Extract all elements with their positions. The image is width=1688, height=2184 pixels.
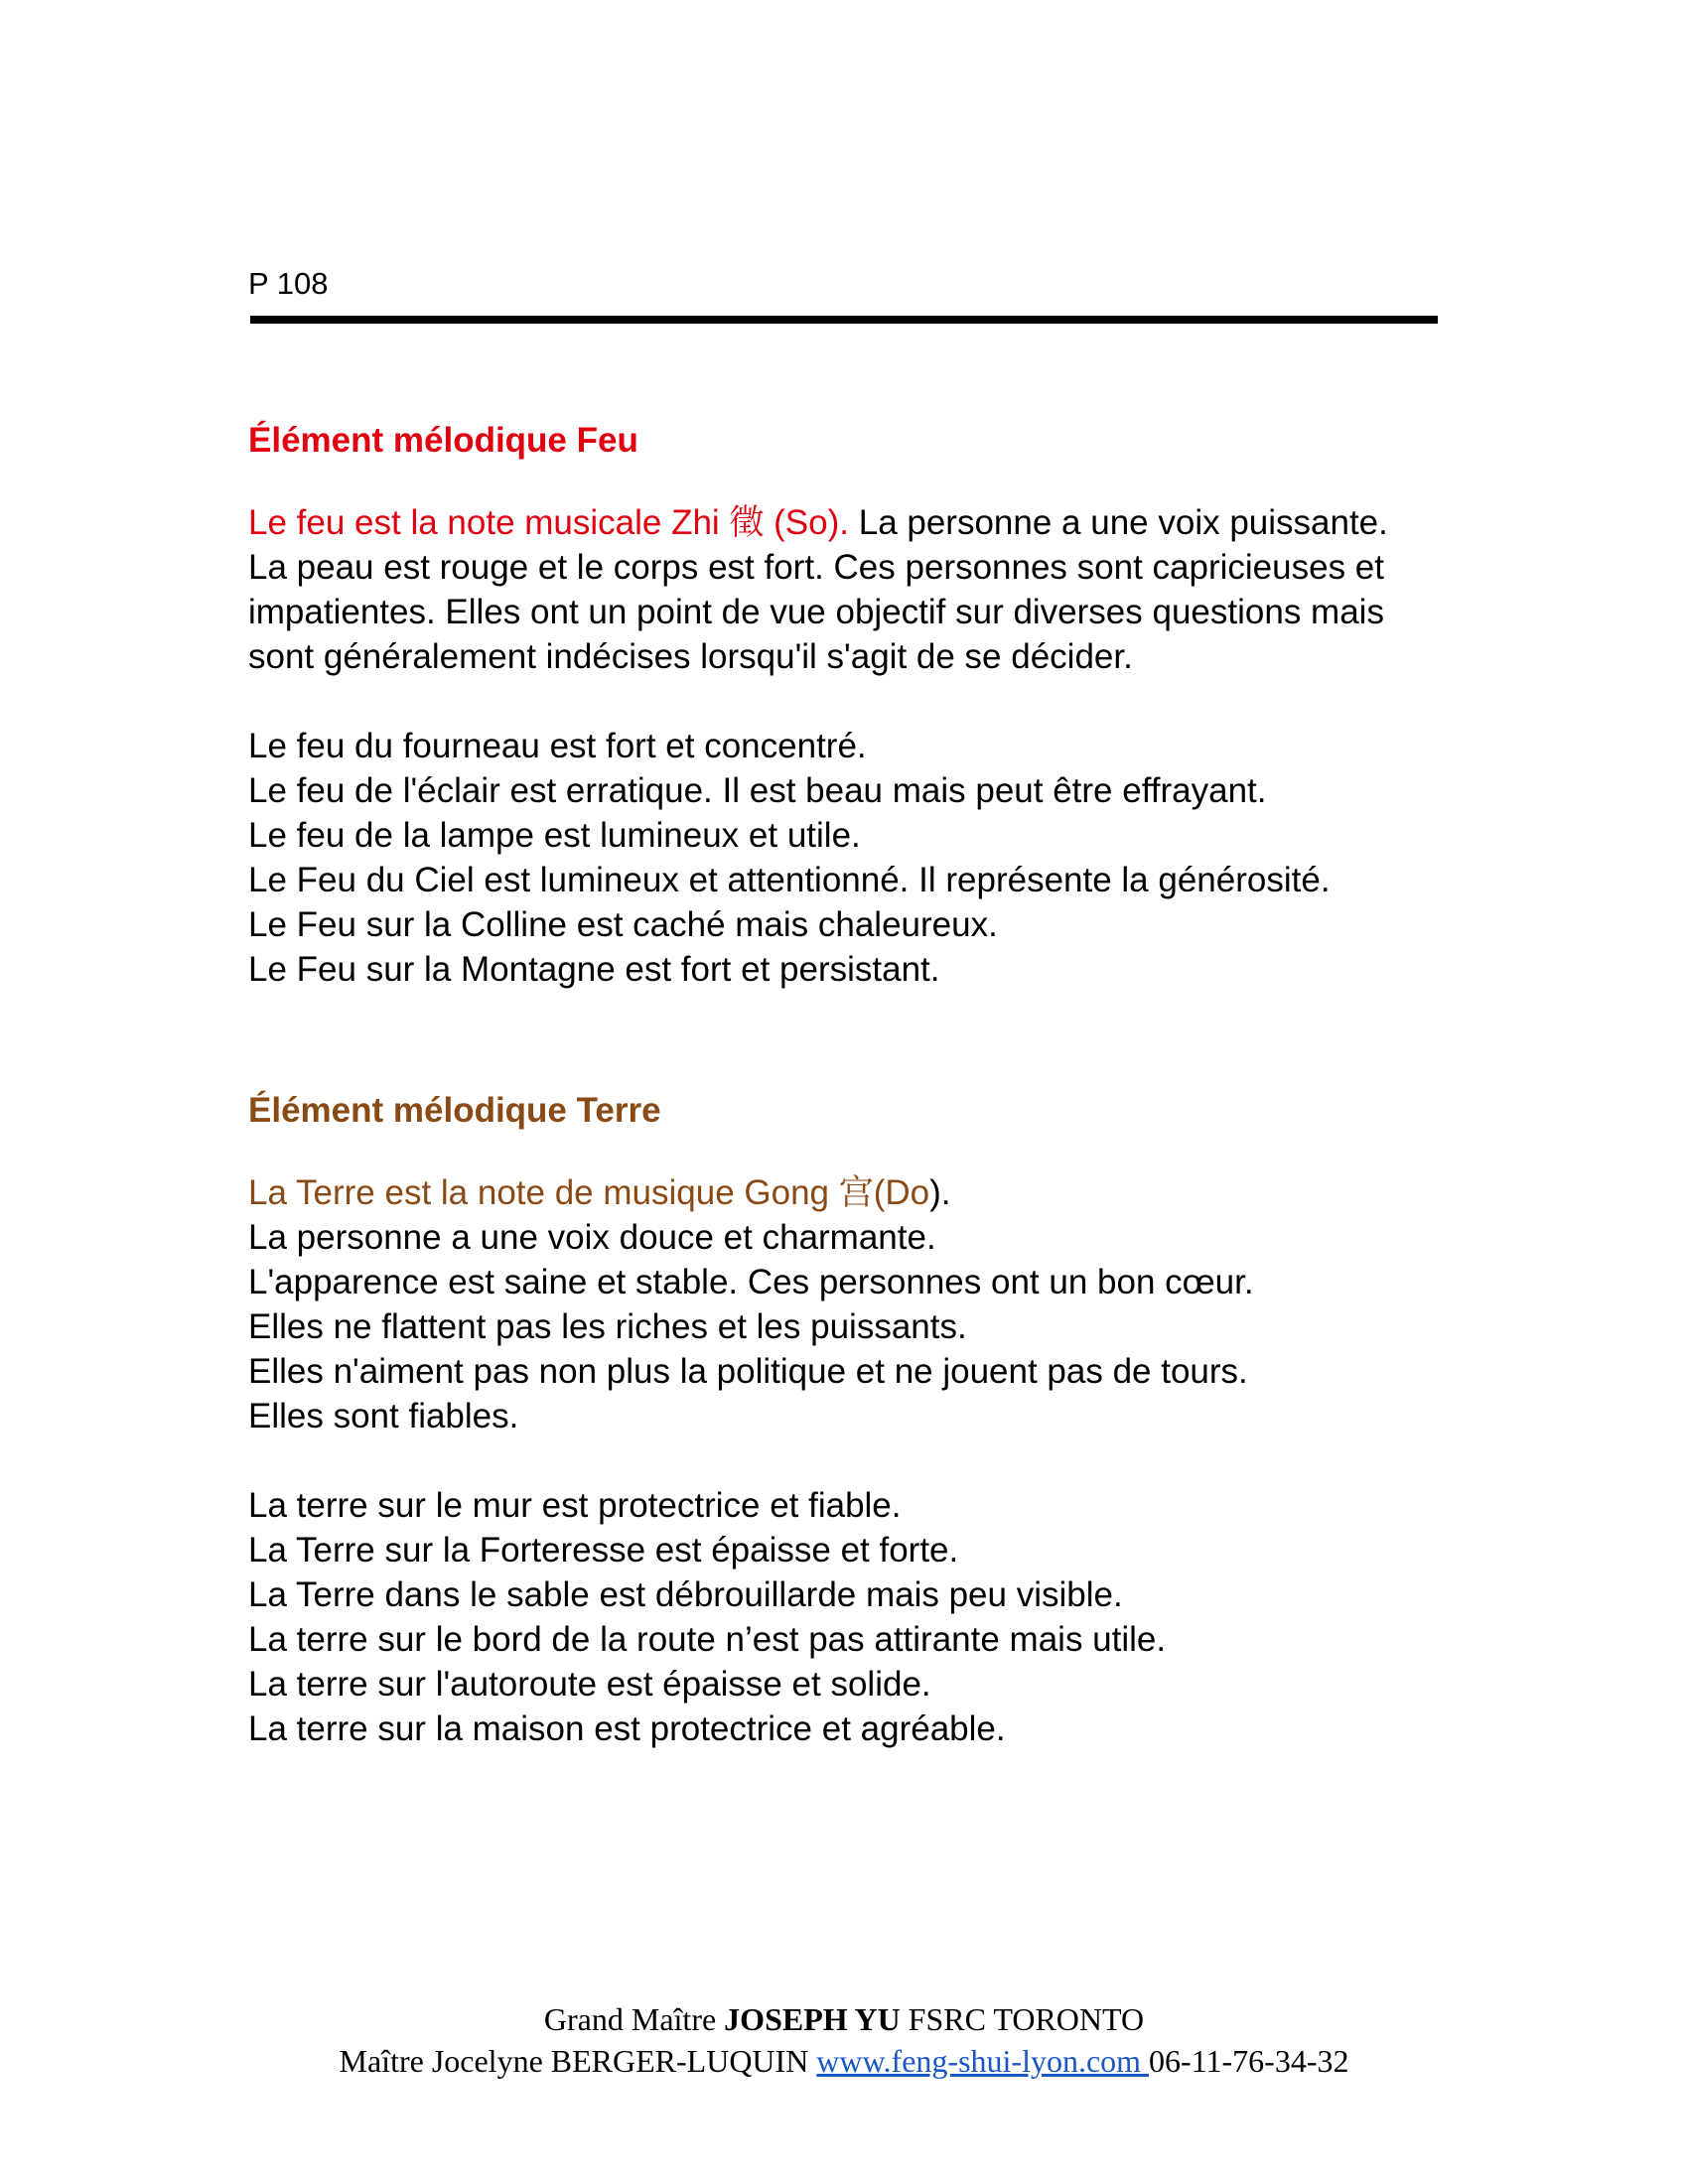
- footer-suffix: FSRC TORONTO: [900, 2001, 1145, 2037]
- footer-author-name: JOSEPH YU: [724, 2001, 901, 2037]
- earth-intro-rest: ).: [929, 1173, 951, 1212]
- earth-intro: [248, 1170, 1529, 1215]
- earth-list-item: La Terre dans le sable est débrouillarde mais peu visible.: [248, 1575, 1123, 1614]
- earth-paragraph-line: L'apparence est saine et stable. Ces personnes ont un bon cœur.: [248, 1263, 1254, 1301]
- footer-phone: 06-11-76-34-32: [1149, 2043, 1349, 2079]
- earth-list-item: La terre sur le mur est protectrice et fiable.: [248, 1486, 902, 1525]
- fire-list-item: Le feu de l'éclair est erratique. Il est beau mais peut être effrayant.: [248, 771, 1267, 810]
- earth-list-item: La terre sur le bord de la route n’est pas attirante mais utile.: [248, 1620, 1167, 1659]
- fire-section-title: Élément mélodique Feu: [248, 421, 638, 460]
- earth-paragraph-line: Elles n'aiment pas non plus la politique et ne jouent pas de tours.: [248, 1352, 1248, 1391]
- fire-paragraph-line: impatientes. Elles ont un point de vue objectif sur diverses questions mais: [248, 593, 1384, 631]
- footer-line-2: [0, 2040, 1688, 2082]
- fire-paragraph-line: sont généralement indécises lorsqu'il s'agit de se décider.: [248, 637, 1133, 676]
- document-body: [248, 411, 1529, 1751]
- footer-line-1: [0, 1998, 1688, 2040]
- website-link[interactable]: www.feng-shui-lyon.com: [816, 2043, 1150, 2079]
- fire-list-item: Le feu de la lampe est lumineux et utile.: [248, 816, 861, 855]
- earth-list-item: La terre sur la maison est protectrice et agréable.: [248, 1709, 1006, 1748]
- earth-paragraph-line: Elles sont fiables.: [248, 1397, 519, 1435]
- fire-paragraph-line: La peau est rouge et le corps est fort. Ces personnes sont capricieuses et: [248, 548, 1384, 587]
- earth-paragraph-line: Elles ne flattent pas les riches et les puissants.: [248, 1307, 967, 1346]
- page-number: P 108: [248, 266, 329, 301]
- earth-intro-colored: La Terre est la note de musique Gong 宫(Do: [248, 1173, 930, 1212]
- earth-paragraph-line: La personne a une voix douce et charmante.: [248, 1218, 936, 1257]
- footer-prefix: Grand Maître: [543, 2001, 725, 2037]
- fire-intro-rest: La personne a une voix puissante.: [849, 503, 1388, 542]
- fire-list-item: Le feu du fourneau est fort et concentré.: [248, 727, 867, 765]
- fire-list-item: Le Feu sur la Montagne est fort et persistant.: [248, 950, 940, 989]
- footer-master-name: Maître Jocelyne BERGER-LUQUIN: [339, 2043, 817, 2079]
- header-rule: [250, 316, 1438, 324]
- fire-intro-colored: Le feu est la note musicale Zhi 徵 (So).: [248, 503, 849, 542]
- fire-intro: [248, 500, 1529, 545]
- fire-list-item: Le Feu du Ciel est lumineux et attentionné. Il représente la générosité.: [248, 861, 1331, 899]
- earth-list-item: La terre sur l'autoroute est épaisse et solide.: [248, 1665, 931, 1704]
- fire-list-item: Le Feu sur la Colline est caché mais chaleureux.: [248, 905, 998, 944]
- earth-section-title: Élément mélodique Terre: [248, 1091, 661, 1130]
- earth-list-item: La Terre sur la Forteresse est épaisse et forte.: [248, 1531, 959, 1570]
